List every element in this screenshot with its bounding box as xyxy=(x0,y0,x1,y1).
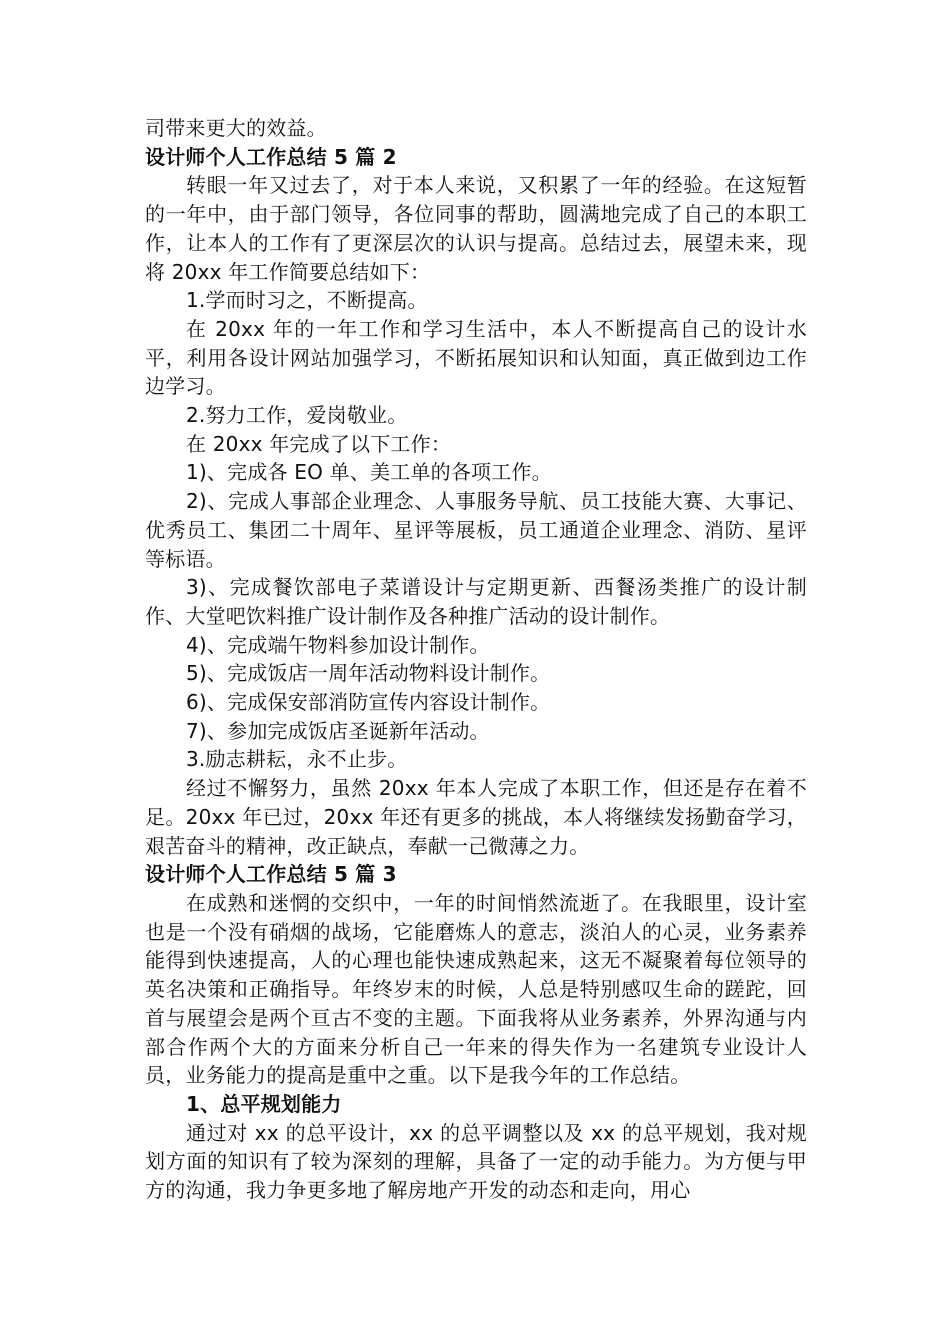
paragraph: 司带来更大的效益。 xyxy=(145,116,327,140)
section-heading: 设计师个人工作总结 5 篇 2 xyxy=(145,144,397,169)
paragraph: 2.努力工作，爱岗敬业。 xyxy=(186,403,408,428)
paragraph: 在 20xx 年的一年工作和学习生活中，本人不断提高自己的设计水平，利用各设计网站加强学习，不断拓展知识和认知面，真正做到边工作边学习。 xyxy=(145,316,807,399)
paragraph: 3.励志耕耘，永不止步。 xyxy=(186,747,408,772)
section-heading: 设计师个人工作总结 5 篇 3 xyxy=(145,862,397,887)
paragraph: 经过不懈努力，虽然 20xx 年本人完成了本职工作，但还是存在着不足。20xx 年已过，20xx 年还有更多的挑战，本人将继续发扬勤奋学习，艰苦奋斗的精神，改正缺点，奉献一己微薄之力。 xyxy=(145,776,807,858)
list-item: 1)、完成各 EO 单、美工单的各项工作。 xyxy=(186,460,552,485)
list-item: 5)、完成饭店一周年活动物料设计制作。 xyxy=(186,661,551,686)
document-body xyxy=(145,114,807,1205)
list-item: 3)、完成餐饮部电子菜谱设计与定期更新、西餐汤类推广的设计制作、大堂吧饮料推广设计制作及各种推广活动的设计制作。 xyxy=(145,575,807,628)
paragraph: 转眼一年又过去了，对于本人来说，又积累了一年的经验。在这短暂的一年中，由于部门领导，各位同事的帮助，圆满地完成了自己的本职工作，让本人的工作有了更深层次的认识与提高。总结过去，展望未来，现将 20xx 年工作简要总结如下： xyxy=(145,173,807,284)
sub-heading: 1、总平规划能力 xyxy=(186,1091,342,1116)
paragraph: 1.学而时习之，不断提高。 xyxy=(186,288,428,313)
paragraph: 在成熟和迷惘的交织中，一年的时间悄然流逝了。在我眼里，设计室也是一个没有硝烟的战场，它能磨炼人的意志，淡泊人的心灵，业务素养能得到快速提高，人的心理也能快速成熟起来，这无不凝聚着每位领导的英名决策和正确指导。年终岁末的时候，人总是特别感叹生命的蹉跎，回首与展望会是两个亘古不变的主题。下面我将从业务素养，外界沟通与内部合作两个大的方面来分析自己一年来的得失作为一名建筑专业设计人员，业务能力的提高是重中之重。以下是我今年的工作总结。 xyxy=(145,890,807,1088)
list-item: 2)、完成人事部企业理念、人事服务导航、员工技能大赛、大事记、优秀员工、集团二十周年、星评等展板，员工通道企业理念、消防、星评等标语。 xyxy=(145,489,807,571)
list-item: 7)、参加完成饭店圣诞新年活动。 xyxy=(186,718,490,743)
paragraph: 在 20xx 年完成了以下工作： xyxy=(186,431,452,456)
paragraph: 通过对 xx 的总平设计，xx 的总平调整以及 xx 的总平规划，我对规划方面的知识有了较为深刻的理解，具备了一定的动手能力。为方便与甲方的沟通，我力争更多地了解房地产开发的动态和走向，用心 xyxy=(145,1120,807,1203)
list-item: 4)、完成端午物料参加设计制作。 xyxy=(186,632,490,657)
list-item: 6)、完成保安部消防宣传内容设计制作。 xyxy=(186,690,551,715)
